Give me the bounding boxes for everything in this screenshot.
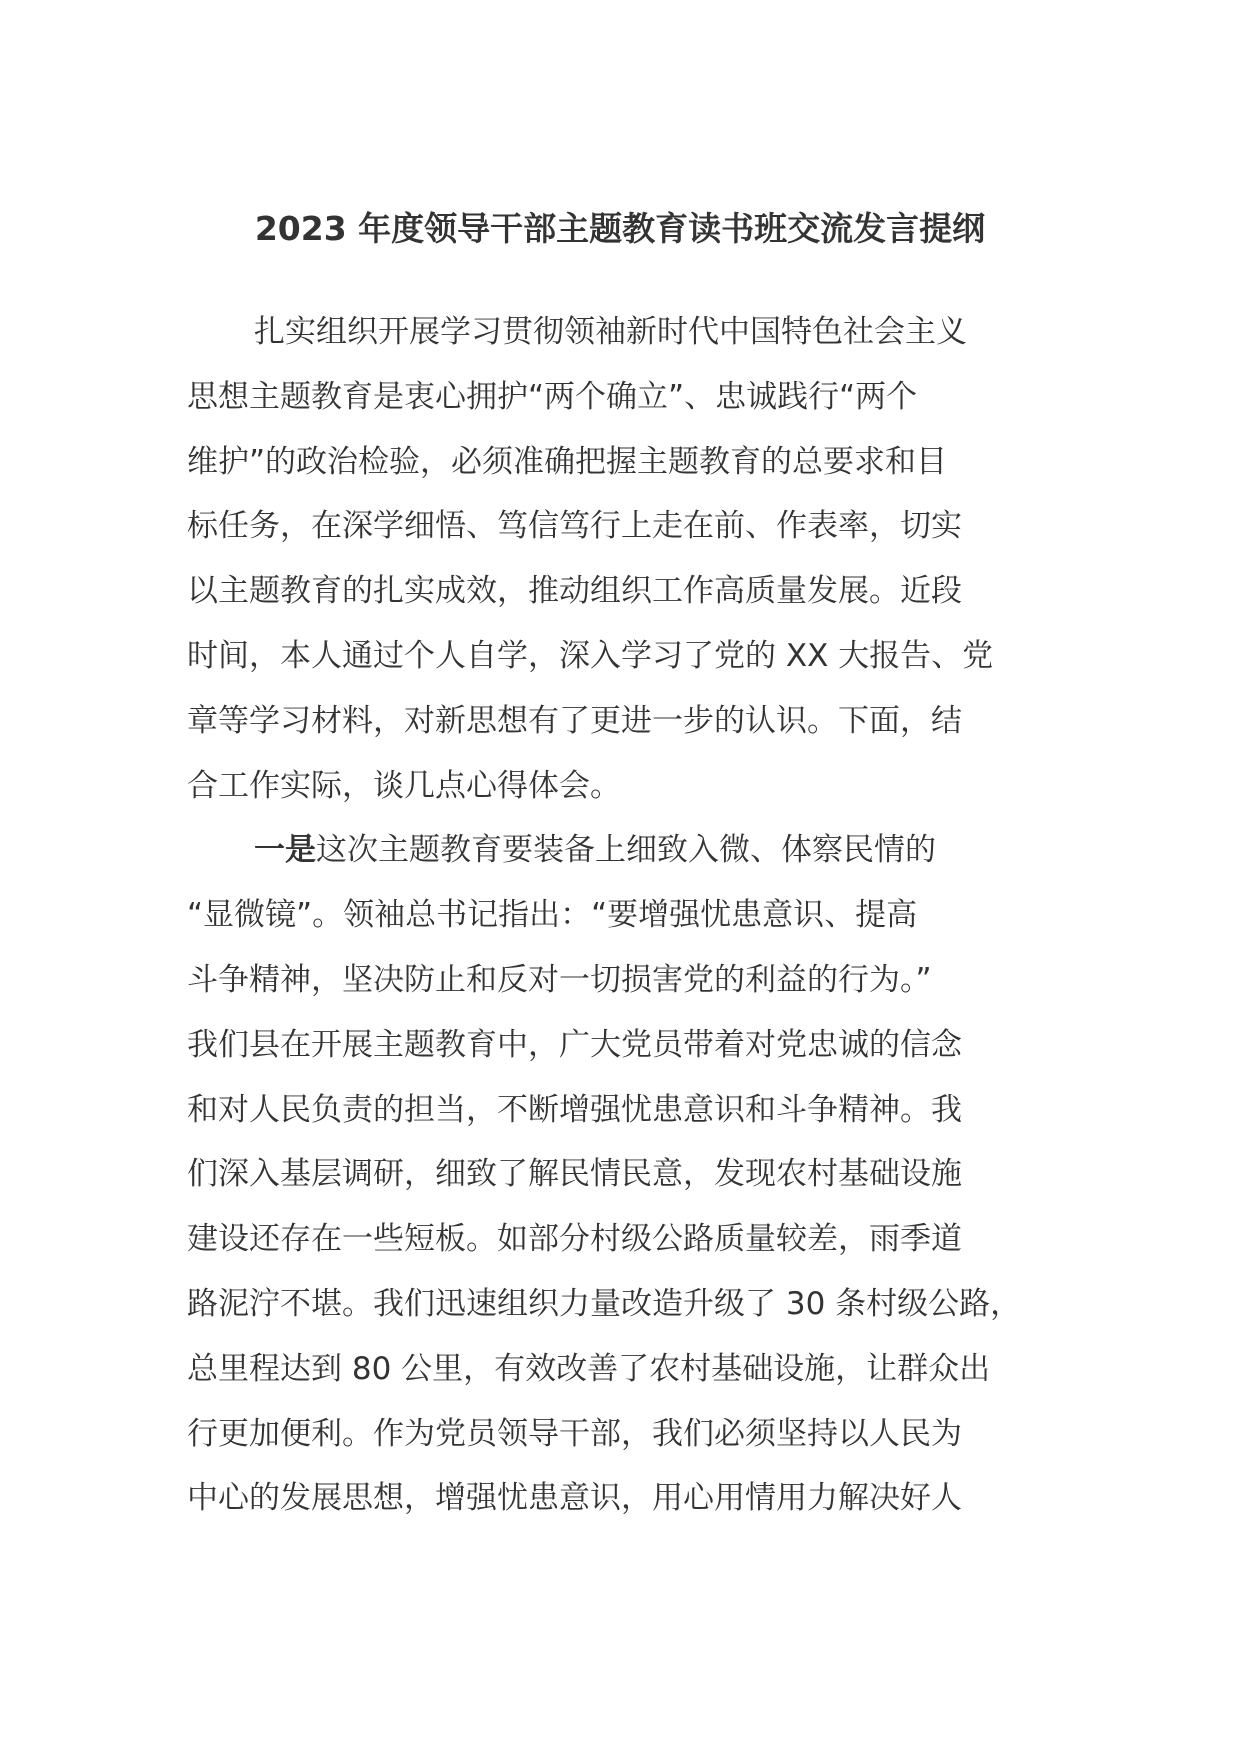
text-line: 时间，本人通过个人自学，深入学习了党的 XX 大报告、党 (187, 637, 994, 674)
text-line: 行更加便利。作为党员领导干部，我们必须坚持以人民为 (187, 1415, 962, 1452)
paragraph-1 (187, 300, 1087, 818)
paragraph-2 (187, 818, 1087, 1531)
paragraph-2-first-line (187, 818, 1087, 883)
text-line: 总里程达到 80 公里，有效改善了农村基础设施，让群众出 (187, 1350, 991, 1387)
text-line: 斗争精神，坚决防止和反对一切损害党的利益的行为。” (187, 961, 932, 998)
text-line: “显微镜”。领袖总书记指出：“要增强忧患意识、提高 (187, 897, 918, 934)
paragraph-2-lead: 一是 (254, 832, 316, 869)
text-line: 我们县在开展主题教育中，广大党员带着对党忠诚的信念 (187, 1026, 962, 1063)
text-line: 以主题教育的扎实成效，推动组织工作高质量发展。近段 (187, 573, 962, 610)
paragraph-2-first-line-text: 这次主题教育要装备上细致入微、体察民情的 (316, 832, 936, 869)
document-body (187, 300, 1087, 1531)
text-line: 思想主题教育是衷心拥护“两个确立”、忠诚践行“两个 (187, 378, 918, 415)
text-line: 中心的发展思想，增强忧患意识，用心用情用力解决好人 (187, 1480, 962, 1517)
text-line: 建设还存在一些短板。如部分村级公路质量较差，雨季道 (187, 1221, 962, 1258)
text-line: 维护”的政治检验，必须准确把握主题教育的总要求和目 (187, 443, 948, 480)
text-line: 路泥泞不堪。我们迅速组织力量改造升级了 30 条村级公路， (187, 1285, 1022, 1322)
text-line: 和对人民负责的担当，不断增强忧患意识和斗争精神。我 (187, 1091, 962, 1128)
text-line: 们深入基层调研，细致了解民情民意，发现农村基础设施 (187, 1156, 962, 1193)
text-line: 扎实组织开展学习贯彻领袖新时代中国特色社会主义 (254, 314, 967, 350)
text-line: 标任务，在深学细悟、笃信笃行上走在前、作表率，切实 (187, 508, 962, 545)
text-line: 章等学习材料，对新思想有了更进一步的认识。下面，结 (187, 702, 962, 739)
document-title: 2023 年度领导干部主题教育读书班交流发言提纲 (254, 209, 986, 248)
text-line: 合工作实际，谈几点心得体会。 (187, 767, 621, 804)
